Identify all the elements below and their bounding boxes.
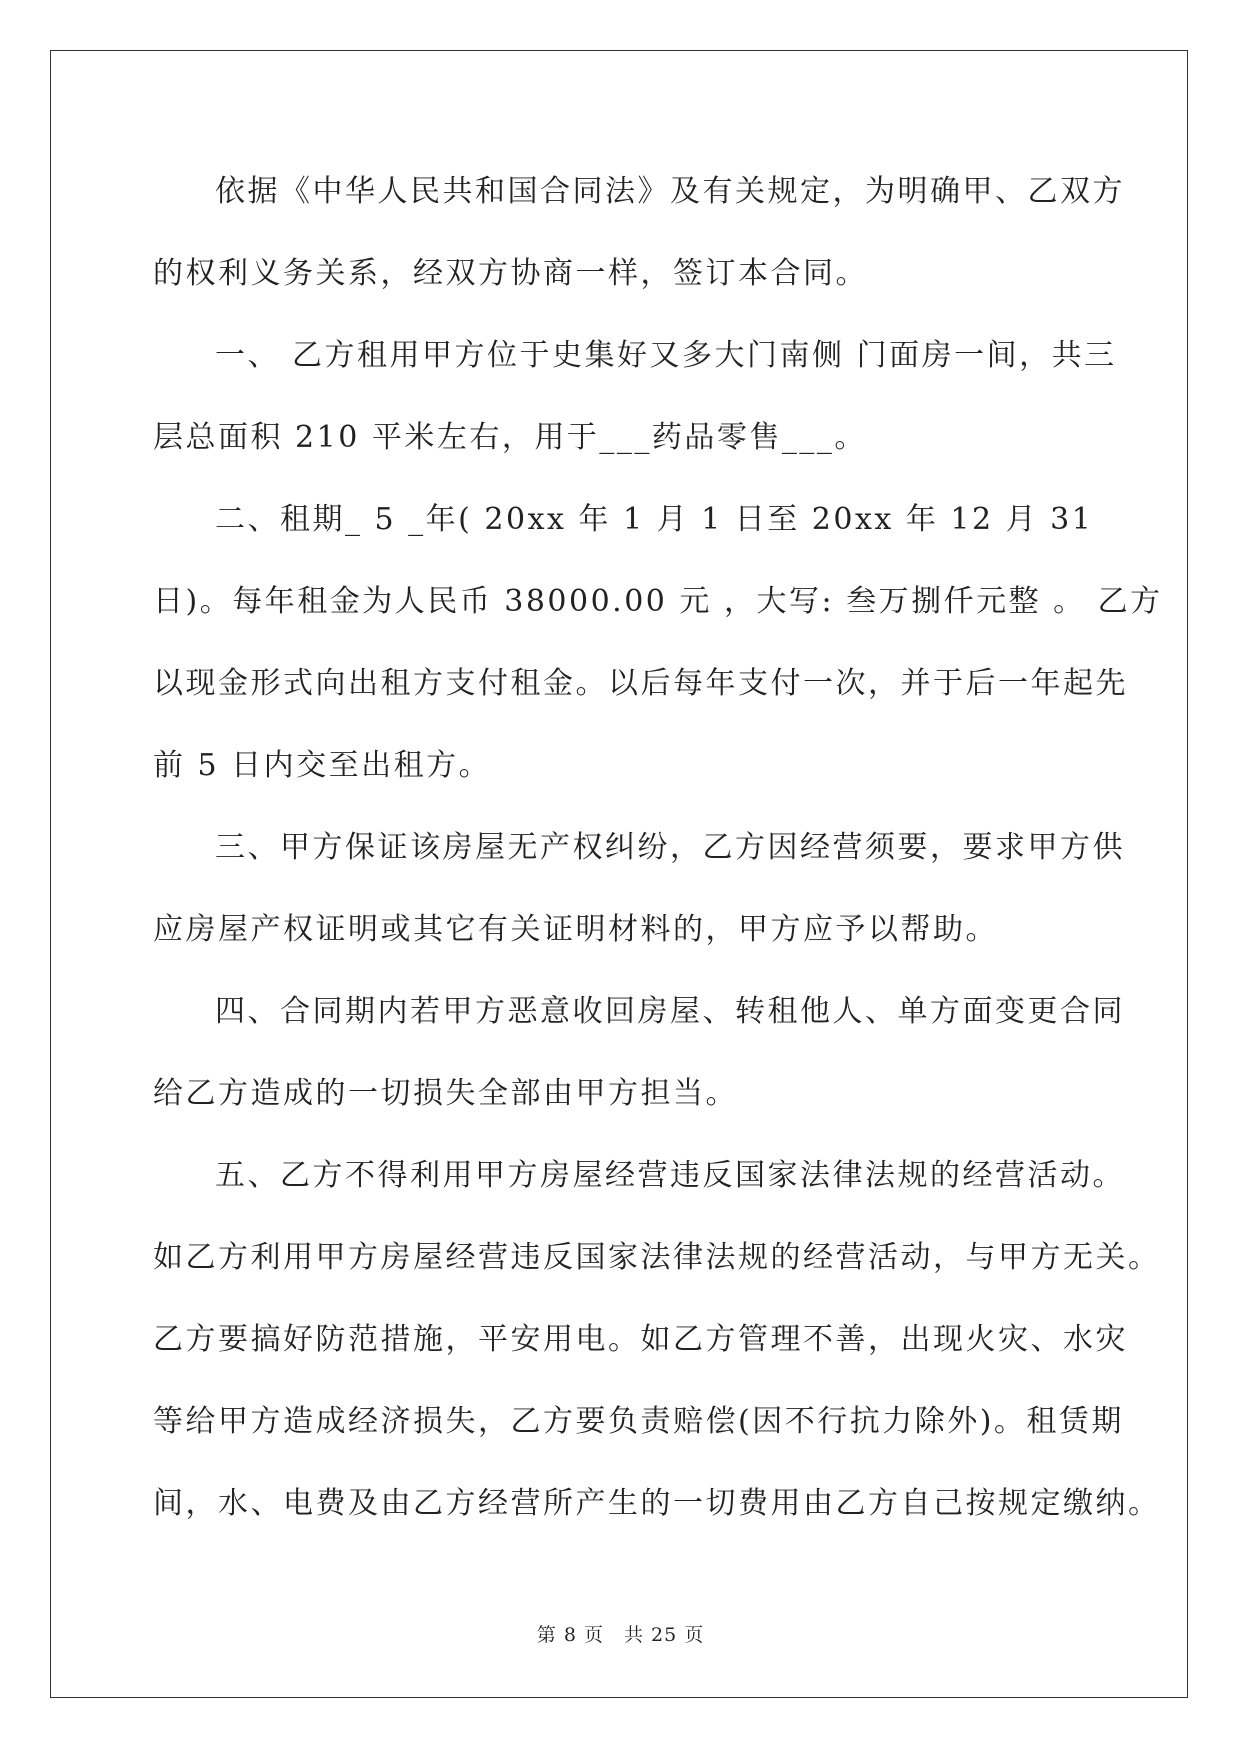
text-line: 五、乙方不得利用甲方房屋经营违反国家法律法规的经营活动。 [215, 1158, 1125, 1193]
text-line: 三、甲方保证该房屋无产权纠纷，乙方因经营须要，要求甲方供 [215, 830, 1125, 865]
text-line: 的权利义务关系，经双方协商一样，签订本合同。 [153, 256, 868, 291]
text-line: 给乙方造成的一切损失全部由甲方担当。 [153, 1076, 738, 1111]
text-line: 以现金形式向出租方支付租金。以后每年支付一次，并于后一年起先 [153, 666, 1128, 701]
text-line: 乙方要搞好防范措施，平安用电。如乙方管理不善，出现火灾、水灾 [153, 1322, 1128, 1357]
text-line: 应房屋产权证明或其它有关证明材料的，甲方应予以帮助。 [153, 912, 998, 947]
text-line: 日)。每年租金为人民币 38000.00 元 ，大写: 叁万捌仟元整 。 乙方 [153, 584, 1163, 619]
text-line: 一、 乙方租用甲方位于史集好又多大门南侧 门面房一间，共三 [215, 338, 1117, 373]
text-line: 前 5 日内交至出租方。 [153, 748, 492, 783]
page-number: 第 8 页 共 25 页 [536, 1624, 705, 1646]
text-line: 等给甲方造成经济损失，乙方要负责赔偿(因不行抗力除外)。租赁期 [153, 1404, 1124, 1439]
text-line: 间，水、电费及由乙方经营所产生的一切费用由乙方自己按规定缴纳。 [153, 1486, 1161, 1521]
document-body [153, 162, 1163, 1556]
text-line: 依据《中华人民共和国合同法》及有关规定，为明确甲、乙双方 [215, 174, 1125, 209]
text-line: 四、合同期内若甲方恶意收回房屋、转租他人、单方面变更合同 [215, 994, 1125, 1029]
text-line: 如乙方利用甲方房屋经营违反国家法律法规的经营活动，与甲方无关。 [153, 1240, 1161, 1275]
text-line: 二、租期_ 5 _年( 20xx 年 1 月 1 日至 20xx 年 12 月 31 [215, 502, 1094, 537]
text-line: 层总面积 210 平米左右，用于___药品零售___。 [153, 420, 867, 455]
